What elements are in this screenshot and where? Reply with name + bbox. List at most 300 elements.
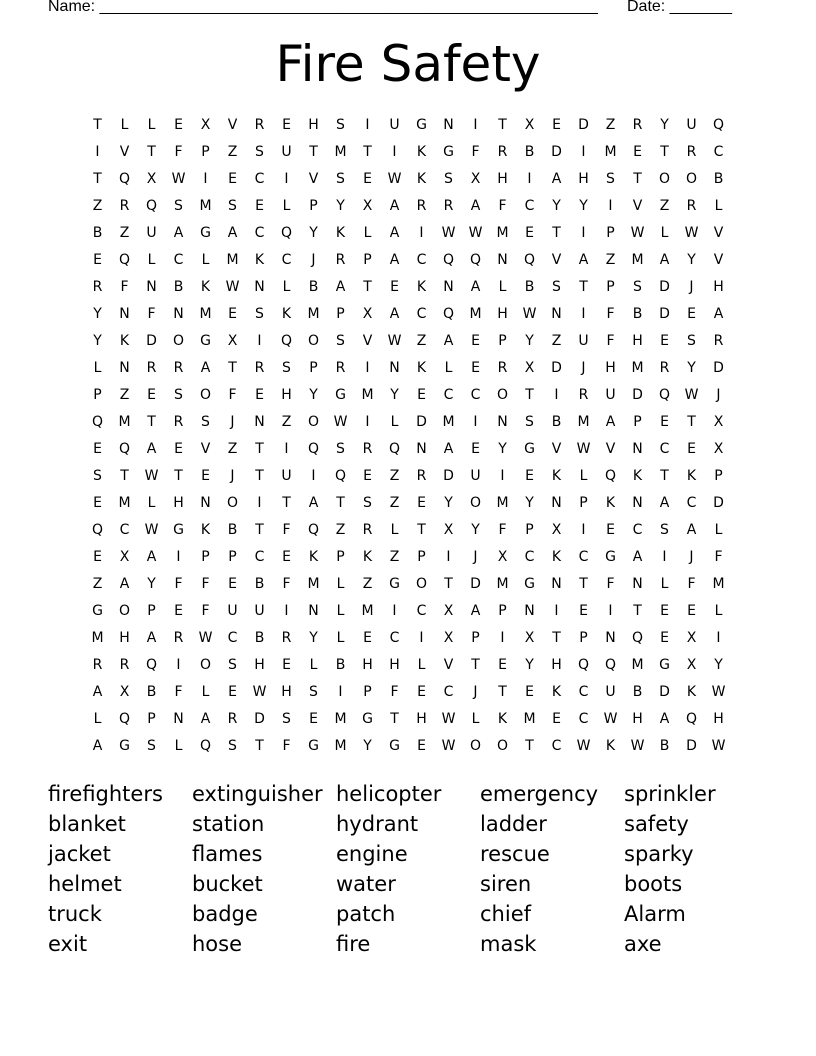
grid-letter: C xyxy=(389,629,400,646)
word-bank-item: blanket xyxy=(48,812,126,836)
grid-letter: C xyxy=(578,683,589,700)
grid-letter: B xyxy=(308,278,319,295)
grid-letter: Q xyxy=(577,656,590,673)
grid-letter: E xyxy=(309,710,318,727)
grid-letter: E xyxy=(93,251,102,268)
grid-letter: U xyxy=(389,116,400,133)
grid-letter: F xyxy=(282,737,291,754)
grid-letter: P xyxy=(201,548,210,565)
grid-letter: Y xyxy=(687,359,696,376)
grid-letter: R xyxy=(146,359,157,376)
grid-letter: J xyxy=(581,359,586,376)
grid-letter: T xyxy=(147,143,156,160)
grid-letter: N xyxy=(632,494,643,511)
grid-letter: W xyxy=(441,710,456,727)
grid-letter: X xyxy=(443,629,454,646)
grid-letter: A xyxy=(470,602,481,619)
grid-letter: Q xyxy=(442,305,455,322)
grid-letter: I xyxy=(581,305,586,322)
grid-letter: L xyxy=(714,521,723,538)
grid-letter: E xyxy=(282,548,291,565)
grid-letter: D xyxy=(659,278,670,295)
grid-letter: C xyxy=(254,548,265,565)
grid-letter: E xyxy=(363,467,372,484)
grid-letter: B xyxy=(713,170,724,187)
grid-letter: E xyxy=(93,548,102,565)
word-bank-item: siren xyxy=(480,872,532,896)
grid-letter: M xyxy=(469,305,482,322)
word-bank-item: bucket xyxy=(192,872,263,896)
grid-letter: M xyxy=(631,359,644,376)
grid-letter: P xyxy=(336,548,345,565)
grid-letter: K xyxy=(416,278,427,295)
grid-letter: G xyxy=(443,143,454,160)
grid-letter: T xyxy=(417,521,426,538)
grid-letter: W xyxy=(576,440,591,457)
grid-letter: O xyxy=(199,656,212,673)
grid-letter: A xyxy=(227,224,238,241)
grid-letter: G xyxy=(416,116,427,133)
grid-letter: N xyxy=(173,710,184,727)
grid-letter: Y xyxy=(498,440,507,457)
grid-letter: D xyxy=(254,710,265,727)
grid-letter: W xyxy=(144,467,159,484)
grid-letter: Z xyxy=(92,575,103,592)
grid-letter: J xyxy=(689,548,694,565)
grid-letter: R xyxy=(254,359,265,376)
grid-letter: K xyxy=(605,494,616,511)
grid-letter: P xyxy=(498,602,507,619)
grid-letter: M xyxy=(631,251,644,268)
grid-letter: N xyxy=(308,602,319,619)
grid-letter: W xyxy=(441,737,456,754)
grid-letter: N xyxy=(497,413,508,430)
grid-letter: S xyxy=(687,332,696,349)
grid-letter: R xyxy=(227,710,238,727)
grid-letter: Z xyxy=(281,413,292,430)
grid-letter: I xyxy=(527,170,532,187)
grid-letter: Q xyxy=(91,521,104,538)
grid-letter: F xyxy=(201,575,210,592)
word-bank-item: hose xyxy=(192,932,243,956)
grid-letter: Z xyxy=(389,548,400,565)
grid-letter: A xyxy=(443,440,454,457)
grid-letter: E xyxy=(525,467,534,484)
grid-letter: E xyxy=(471,332,480,349)
grid-letter: T xyxy=(336,494,345,511)
grid-letter: A xyxy=(686,521,697,538)
grid-letter: T xyxy=(120,467,129,484)
grid-letter: C xyxy=(470,386,481,403)
grid-letter: E xyxy=(228,575,237,592)
grid-letter: E xyxy=(255,197,264,214)
word-bank-item: engine xyxy=(336,842,408,866)
grid-letter: U xyxy=(605,683,616,700)
grid-letter: Q xyxy=(307,440,320,457)
grid-letter: I xyxy=(608,197,613,214)
grid-letter: H xyxy=(254,656,265,673)
grid-letter: A xyxy=(551,170,562,187)
grid-letter: N xyxy=(119,359,130,376)
grid-letter: S xyxy=(228,656,237,673)
grid-letter: H xyxy=(632,332,643,349)
name-field[interactable]: Name: ________________________________________________________ xyxy=(48,0,598,15)
grid-letter: H xyxy=(281,683,292,700)
grid-letter: F xyxy=(606,332,615,349)
grid-letter: L xyxy=(363,224,372,241)
grid-letter: Y xyxy=(660,116,669,133)
grid-letter: D xyxy=(470,575,481,592)
grid-letter: H xyxy=(578,170,589,187)
grid-letter: G xyxy=(119,737,130,754)
grid-letter: D xyxy=(713,494,724,511)
grid-letter: C xyxy=(632,521,643,538)
grid-letter: A xyxy=(470,278,481,295)
grid-letter: C xyxy=(281,251,292,268)
word-bank-item: sparky xyxy=(624,842,694,866)
grid-letter: G xyxy=(362,710,373,727)
grid-letter: X xyxy=(497,548,508,565)
grid-letter: J xyxy=(230,413,235,430)
grid-letter: T xyxy=(255,737,264,754)
grid-letter: I xyxy=(608,602,613,619)
grid-letter: T xyxy=(525,386,534,403)
grid-letter: C xyxy=(254,224,265,241)
grid-letter: W xyxy=(225,278,240,295)
grid-letter: S xyxy=(228,737,237,754)
grid-letter: R xyxy=(497,359,508,376)
grid-letter: N xyxy=(605,629,616,646)
grid-letter: L xyxy=(579,467,588,484)
grid-letter: Y xyxy=(93,332,102,349)
grid-letter: E xyxy=(174,440,183,457)
grid-letter: K xyxy=(416,359,427,376)
grid-letter: F xyxy=(606,305,615,322)
grid-letter: N xyxy=(200,494,211,511)
grid-letter: E xyxy=(660,413,669,430)
grid-letter: E xyxy=(228,683,237,700)
grid-letter: K xyxy=(200,521,211,538)
grid-letter: C xyxy=(578,710,589,727)
grid-letter: I xyxy=(473,116,478,133)
grid-letter: P xyxy=(147,710,156,727)
grid-letter: K xyxy=(551,548,562,565)
word-bank-item: mask xyxy=(480,932,537,956)
grid-letter: X xyxy=(200,116,211,133)
grid-letter: B xyxy=(92,224,103,241)
grid-letter: B xyxy=(659,737,670,754)
grid-letter: E xyxy=(579,602,588,619)
grid-letter: Q xyxy=(118,251,131,268)
grid-letter: I xyxy=(284,440,289,457)
grid-letter: E xyxy=(417,737,426,754)
grid-letter: X xyxy=(713,413,724,430)
grid-letter: B xyxy=(254,629,265,646)
grid-letter: J xyxy=(311,251,316,268)
grid-letter: E xyxy=(525,683,534,700)
grid-letter: J xyxy=(716,386,721,403)
grid-letter: F xyxy=(390,683,399,700)
grid-letter: A xyxy=(389,305,400,322)
grid-letter: R xyxy=(335,251,346,268)
grid-letter: F xyxy=(498,197,507,214)
grid-letter: A xyxy=(146,629,157,646)
word-bank-item: fire xyxy=(336,932,371,956)
grid-letter: S xyxy=(228,197,237,214)
grid-letter: P xyxy=(363,251,372,268)
grid-letter: I xyxy=(500,467,505,484)
grid-letter: P xyxy=(606,278,615,295)
grid-letter: H xyxy=(173,494,184,511)
grid-letter: K xyxy=(416,170,427,187)
grid-letter: C xyxy=(416,305,427,322)
grid-letter: O xyxy=(226,494,239,511)
grid-letter: R xyxy=(92,278,103,295)
grid-letter: R xyxy=(659,359,670,376)
grid-letter: X xyxy=(443,602,454,619)
grid-letter: H xyxy=(713,278,724,295)
grid-letter: I xyxy=(257,494,262,511)
grid-letter: N xyxy=(173,305,184,322)
grid-letter: E xyxy=(687,305,696,322)
grid-letter: W xyxy=(684,386,699,403)
word-bank-item: exit xyxy=(48,932,88,956)
grid-letter: Y xyxy=(390,386,399,403)
grid-letter: N xyxy=(254,278,265,295)
grid-letter: T xyxy=(147,413,156,430)
grid-letter: Q xyxy=(631,629,644,646)
grid-letter: I xyxy=(257,332,262,349)
grid-letter: K xyxy=(632,467,643,484)
grid-letter: H xyxy=(308,116,319,133)
grid-letter: H xyxy=(497,170,508,187)
grid-letter: E xyxy=(174,602,183,619)
grid-letter: S xyxy=(309,683,318,700)
grid-letter: O xyxy=(307,332,320,349)
grid-letter: W xyxy=(711,683,726,700)
grid-letter: W xyxy=(576,737,591,754)
grid-letter: N xyxy=(551,575,562,592)
grid-letter: R xyxy=(686,143,697,160)
grid-letter: J xyxy=(230,467,235,484)
grid-letter: X xyxy=(686,629,697,646)
grid-letter: R xyxy=(173,413,184,430)
grid-letter: C xyxy=(254,170,265,187)
grid-letter: Q xyxy=(307,521,320,538)
grid-letter: C xyxy=(659,440,670,457)
grid-letter: N xyxy=(524,602,535,619)
grid-letter: B xyxy=(227,521,238,538)
header xyxy=(48,0,740,18)
grid-letter: T xyxy=(660,467,669,484)
word-bank-item: extinguisher xyxy=(192,782,323,806)
word-bank-item: Alarm xyxy=(624,902,686,926)
grid-letter: P xyxy=(471,629,480,646)
grid-letter: Z xyxy=(227,440,238,457)
grid-letter: C xyxy=(443,683,454,700)
grid-letter: V xyxy=(227,116,238,133)
word-bank-item: hydrant xyxy=(336,812,419,836)
grid-letter: T xyxy=(255,440,264,457)
grid-letter: K xyxy=(551,683,562,700)
grid-letter: L xyxy=(93,359,102,376)
grid-letter: A xyxy=(578,251,589,268)
grid-letter: N xyxy=(443,278,454,295)
grid-letter: S xyxy=(336,440,345,457)
grid-letter: U xyxy=(281,143,292,160)
grid-letter: W xyxy=(387,332,402,349)
grid-letter: S xyxy=(201,413,210,430)
grid-letter: F xyxy=(174,575,183,592)
grid-letter: E xyxy=(255,386,264,403)
grid-letter: X xyxy=(524,116,535,133)
grid-letter: N xyxy=(551,305,562,322)
grid-letter: W xyxy=(198,629,213,646)
grid-letter: E xyxy=(660,332,669,349)
grid-letter: U xyxy=(281,467,292,484)
grid-letter: A xyxy=(443,332,454,349)
grid-letter: T xyxy=(552,224,561,241)
grid-letter: V xyxy=(713,251,724,268)
grid-letter: L xyxy=(120,116,129,133)
grid-letter: F xyxy=(687,575,696,592)
grid-letter: I xyxy=(365,413,370,430)
grid-letter: Y xyxy=(552,197,561,214)
grid-letter: M xyxy=(334,143,347,160)
grid-letter: W xyxy=(630,224,645,241)
grid-letter: Z xyxy=(551,332,562,349)
word-bank-item: rescue xyxy=(480,842,550,866)
grid-letter: L xyxy=(309,656,318,673)
grid-letter: M xyxy=(334,737,347,754)
grid-letter: Q xyxy=(145,656,158,673)
grid-letter: E xyxy=(93,494,102,511)
grid-letter: T xyxy=(660,143,669,160)
word-bank-item: jacket xyxy=(48,842,111,866)
grid-letter: L xyxy=(201,251,210,268)
grid-letter: O xyxy=(172,332,185,349)
grid-letter: A xyxy=(308,494,319,511)
grid-letter: S xyxy=(336,116,345,133)
grid-letter: I xyxy=(392,602,397,619)
grid-letter: Y xyxy=(525,332,534,349)
grid-letter: F xyxy=(201,602,210,619)
grid-letter: X xyxy=(227,332,238,349)
grid-letter: T xyxy=(579,278,588,295)
grid-letter: Z xyxy=(389,467,400,484)
word-bank-item: patch xyxy=(336,902,396,926)
grid-letter: L xyxy=(660,575,669,592)
grid-letter: U xyxy=(146,224,157,241)
grid-letter: W xyxy=(252,683,267,700)
grid-letter: M xyxy=(712,575,725,592)
grid-letter: Q xyxy=(118,440,131,457)
grid-letter: R xyxy=(254,116,265,133)
grid-letter: T xyxy=(498,683,507,700)
word-bank xyxy=(48,779,768,959)
grid-letter: R xyxy=(362,521,373,538)
grid-letter: Q xyxy=(334,467,347,484)
grid-letter: R xyxy=(416,197,427,214)
grid-letter: R xyxy=(119,656,130,673)
grid-letter: B xyxy=(335,656,346,673)
grid-letter: V xyxy=(362,332,373,349)
grid-letter: E xyxy=(417,386,426,403)
date-field[interactable]: Date: _______ xyxy=(627,0,732,15)
grid-letter: W xyxy=(144,521,159,538)
grid-letter: R xyxy=(173,629,184,646)
grid-letter: M xyxy=(361,386,374,403)
grid-letter: R xyxy=(92,656,103,673)
grid-letter: F xyxy=(174,143,183,160)
grid-letter: N xyxy=(119,305,130,322)
grid-letter: Y xyxy=(714,656,723,673)
grid-letter: N xyxy=(443,116,454,133)
grid-letter: I xyxy=(284,170,289,187)
grid-letter: L xyxy=(147,494,156,511)
grid-letter: Q xyxy=(523,251,536,268)
grid-letter: E xyxy=(147,386,156,403)
grid-letter: Y xyxy=(525,494,534,511)
grid-letter: R xyxy=(335,359,346,376)
grid-letter: T xyxy=(498,116,507,133)
grid-letter: D xyxy=(416,413,427,430)
grid-letter: E xyxy=(282,116,291,133)
grid-letter: I xyxy=(365,359,370,376)
grid-letter: D xyxy=(443,467,454,484)
grid-letter: P xyxy=(147,602,156,619)
grid-letter: E xyxy=(552,710,561,727)
grid-letter: B xyxy=(524,278,535,295)
grid-letter: E xyxy=(552,116,561,133)
grid-letter: M xyxy=(631,656,644,673)
grid-letter: L xyxy=(147,116,156,133)
grid-letter: Z xyxy=(416,332,427,349)
grid-letter: B xyxy=(173,278,184,295)
word-bank-item: firefighters xyxy=(48,782,163,806)
grid-letter: W xyxy=(441,224,456,241)
grid-letter: P xyxy=(363,683,372,700)
word-bank-item: ladder xyxy=(480,812,547,836)
grid-letter: H xyxy=(119,629,130,646)
grid-letter: Q xyxy=(658,386,671,403)
grid-letter: N xyxy=(632,440,643,457)
grid-letter: A xyxy=(119,575,130,592)
grid-letter: A xyxy=(200,359,211,376)
grid-letter: D xyxy=(632,386,643,403)
grid-letter: X xyxy=(686,656,697,673)
grid-letter: N xyxy=(632,575,643,592)
grid-letter: M xyxy=(523,710,536,727)
grid-letter: Y xyxy=(309,224,318,241)
grid-letter: H xyxy=(713,710,724,727)
word-bank-item: helmet xyxy=(48,872,122,896)
grid-letter: Y xyxy=(444,494,453,511)
grid-letter: A xyxy=(389,197,400,214)
grid-letter: G xyxy=(308,737,319,754)
grid-letter: V xyxy=(119,143,130,160)
grid-letter: V xyxy=(605,440,616,457)
grid-letter: M xyxy=(199,197,212,214)
word-bank-item: helicopter xyxy=(336,782,442,806)
grid-letter: U xyxy=(254,602,265,619)
word-bank-item: station xyxy=(192,812,265,836)
grid-letter: O xyxy=(496,737,509,754)
grid-letter: C xyxy=(227,629,238,646)
grid-letter: I xyxy=(662,548,667,565)
word-bank-item: badge xyxy=(192,902,258,926)
grid-letter: K xyxy=(119,332,130,349)
